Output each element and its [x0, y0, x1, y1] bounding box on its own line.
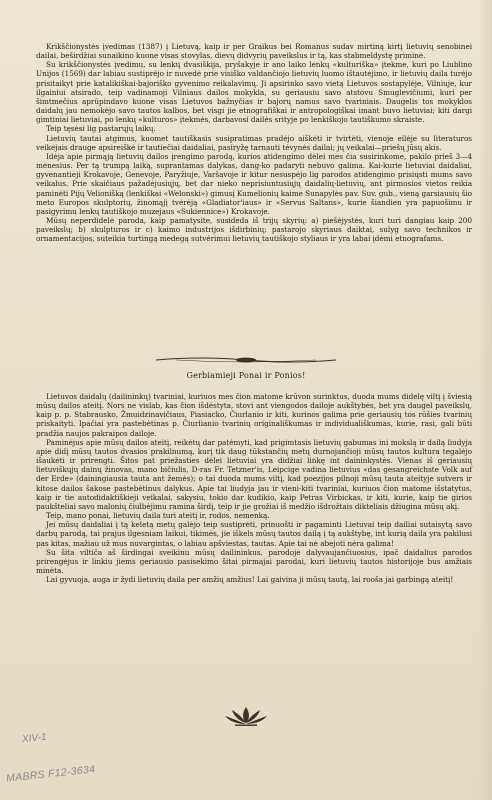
intro-paragraph: Teip tęsėsi lig pastarųjų laikų.	[46, 124, 156, 134]
intro-paragraph: Mūsų neperdidelė paroda, kaip pamatysite, susideda iš trijų skyrių: a) piešėjystės, kuri turi dangiau kaip 200 paveikslų; b) skulpturos ir c) kaimo industrijos išdirbinių; pastarojo skyriaus daiktai, sulyg savo technikos ir ornamentacijos, suteikia turtingą medegą sutvėrimui lietuvių tautiškojo styliaus ir yra labai įdėmi etnografams.	[36, 215, 472, 244]
archive-code-annotation: MABRS F12-3634	[5, 763, 96, 785]
body-paragraph: Paminėjus apie mūsų dailos ateitį, reikėtų dar patėmyti, kad prigimtasis lietuvių gabumas ini mokslą ir dailą liudyja apie didį mūsų tautos dvasios prakilnumą, kurį tik daug tūkstančių metų durnojančioji mūsų tautos kultura tegalėjo išaukėti ir prirengti. Šitos pat priežasties dėlei lietuviai yra didžiai linkę int daininkystės. Vienas iš geriausių lietuviškųjų dainų žinovas, mano bičiulis, D-ras Fr. Tetzner'is, Leipcige vadina lietuvius «das gesangreichste Volk auf der Erde» (dainingiausia tauta ant žemės); o tai duoda mums viltį, kad poezijos pilnoji mūsų tauta ateityje sutvers ir kitose dailos šakose pastebėtinus dalykus. Apie tai liudyja jau ir vieni-kiti tvariniai, kuriuos čion matome išstatytus, kaip ir tie autodidaktiškieji veikalai, sakysiu, tokio dar kudikio, kaip Petras Virbickas, ir kiti, kurie, kaip tie girios paukšteliai savo malonių čiulbėjimu ramina širdį, teip ir jie grožiai iš medžio išdrožtais dikteliais džiugina mūsų akį.	[36, 437, 472, 511]
intro-paragraph: Krikščionystės įvedimas (1387) į Lietuvą, kaip ir per Graikus bei Romanus sudav mirtiną kirtį lietuvių senobinei dailai, beširdžiai sunaikino kuone visas stovylas, dievų didvyrių paveikslus ir tą, kas stabmeldystę priminė.	[36, 42, 472, 61]
body-paragraph: Lai gyvuoja, auga ir žydi lietuvių daila per amžių amžius! Lai gaivina ji mūsų tautą, lai rooša jai garbingą ateitį!	[46, 575, 454, 585]
body-paragraph: Lietuvos daidalų (dailininkų) tvariniai, kuriuos mes čion matome krūvon surinktus, duoda mums didelę viltį į šviesią mūsų dailos ateitį. Nors ne vislab, kas čion išdėstyta, stovi ant viengodos dailoje aukštybės, bet yra daugel paveikslų, kaip p. p. Stabrausko, Žmuidzinavičiaus, Piasiacko, Čiurlanio ir kiti, kurinos galima prie geriausių tos rūšies tvarinių priskaityti. Ipačiai yra pastebėtinas p. Čiurlianio tvarinių originališkumas ir individuališkumas, kurie, rasi, gali būti pradžia naujos pakraipos dailoje.	[36, 392, 472, 438]
body-paragraph: Teip, mano ponai, lietuvių daila turi ateitį ir, rodos, nemenką.	[46, 511, 270, 521]
end-ornament	[0, 705, 492, 731]
greeting-heading: Gerbiamieji Ponai ir Ponios!	[186, 371, 306, 380]
intro-paragraph: Lietuvių tautai atgimus, kuomet tautiškasis susipratimas pradėjo aiškėti ir tvirtėti, vienoje eilėje su literaturos veikėjais drauge apsireiškė ir tautiečiai daidaliai, pasiryžę tarnauti tėvynės dailai; jų veikalai—priešų jūsų akis.	[36, 133, 472, 152]
intro-paragraph: Idėja apie pirmąją lietuvių dailos įrengimo parodą, kurios atidengimo dėlei mes čia susirinkome, pakilo prieš 3—4 mėnesius. Per tą trumpą laiką, suprantamas dalykas, dang-ko padaryti nebuvo galima. Kai-kurie lietuviai daidaliai, gyvenantieji Krokavoje, Genevoje, Paryžiuje, Varšavoje ir kitur nesuspėjo lig parodos atidengimo prisiųsti mums savo veikalus. Prie skaičiaus pažadėjusiųjų, bet dar nieko neprisiuntusiųjų daidalių-lietuvių, ant pirmosios vietos reikia paminėti Pijų Velionišką (lenkiškai «Welonski») gimusį Kumelionių kaime Sunapylės pav. Suv. gub., vieną garsiausių šio meto Europos skulptorių, žinomąjį tvėrėją «Gladiator'iaus» ir «Servus Saltans», kurie šiandien yra papuošimu ir pasigyrimu lenkų tautiškojo muzejaus «Sukiennice») Krokavoje.	[36, 151, 472, 216]
divider-ornament-icon	[156, 355, 336, 365]
body-paragraph: Su šita viltiča aš širdingai sveikinu mūsų dailininkus, parodoje dalyvaujančiuosius, ipač daidalius parodos prirengėjus ir linkiu jiems geriausio pasisekimo šitai pirmajai parodai, kuri lietuvių tautos historijoje bus amžiais minėta.	[36, 547, 472, 575]
lotus-ornament-icon	[223, 705, 269, 727]
intro-paragraph: Su krikščionystės įvedimu, su lenkų dvasiškija, pryšakyje ir ano laiko lenkų «kulturiška» įtekme, kuri po Liublino Unijos (1569) dar labiau sustiprėjo ir nuvedė prie visiško valdančiojo lietuvių luomo ištautėjimo, ir lietuvių daila turėjo prisitaikyt prie katalikiškai-bajoriško gyvenimo reikalavimų. Ji apsirinko savo vietą Lietuvos sostapylėje, Vilniuje, kur ilgainiui atsirado, teip vadinamoji Vilniaus dailos mokykla, su geriausiu savo atstovu Smuglevičiumi, kuri per šimtmečius aprūpindavo kuone visas Lietuvos bažnyčias ir bajorų namus savo tvariniais. Daugelis tos mokyklos daidalų jau nemokėjo savo tautos kalbos, bet visgi jie etnografiškai ir antropologiškai imant buvo lietuviai; kiti dargi gimtiniai lietuviai, po lenkų «kulturos» įtekmės, darbavosi dailės srityje po lenkiškojo tautiškumo skraiste.	[36, 60, 472, 125]
body-paragraph: Jei mūsų daidaliai į tą keletą metų galėjo teip sustiprėti, prinuošti ir pagaminti Lietuvai teip dailiai sutaisytą savo darbų parodą, tai prajus ilgesniam laikui, tikimės, jie iškels mūsų tautos dailą į tą aukštybę, int kurią daila yra pakilusi pas kitas, mažiau už mus nuvargintas, o labiau apšviestas, tautas. Apie tai nė abejoti nėra galima!	[36, 520, 472, 548]
section-divider	[0, 350, 492, 369]
speech-body	[36, 392, 472, 584]
paper-edge-stain	[478, 0, 492, 800]
shelf-mark-annotation: XIV-1	[21, 731, 48, 746]
intro-section	[36, 42, 472, 243]
